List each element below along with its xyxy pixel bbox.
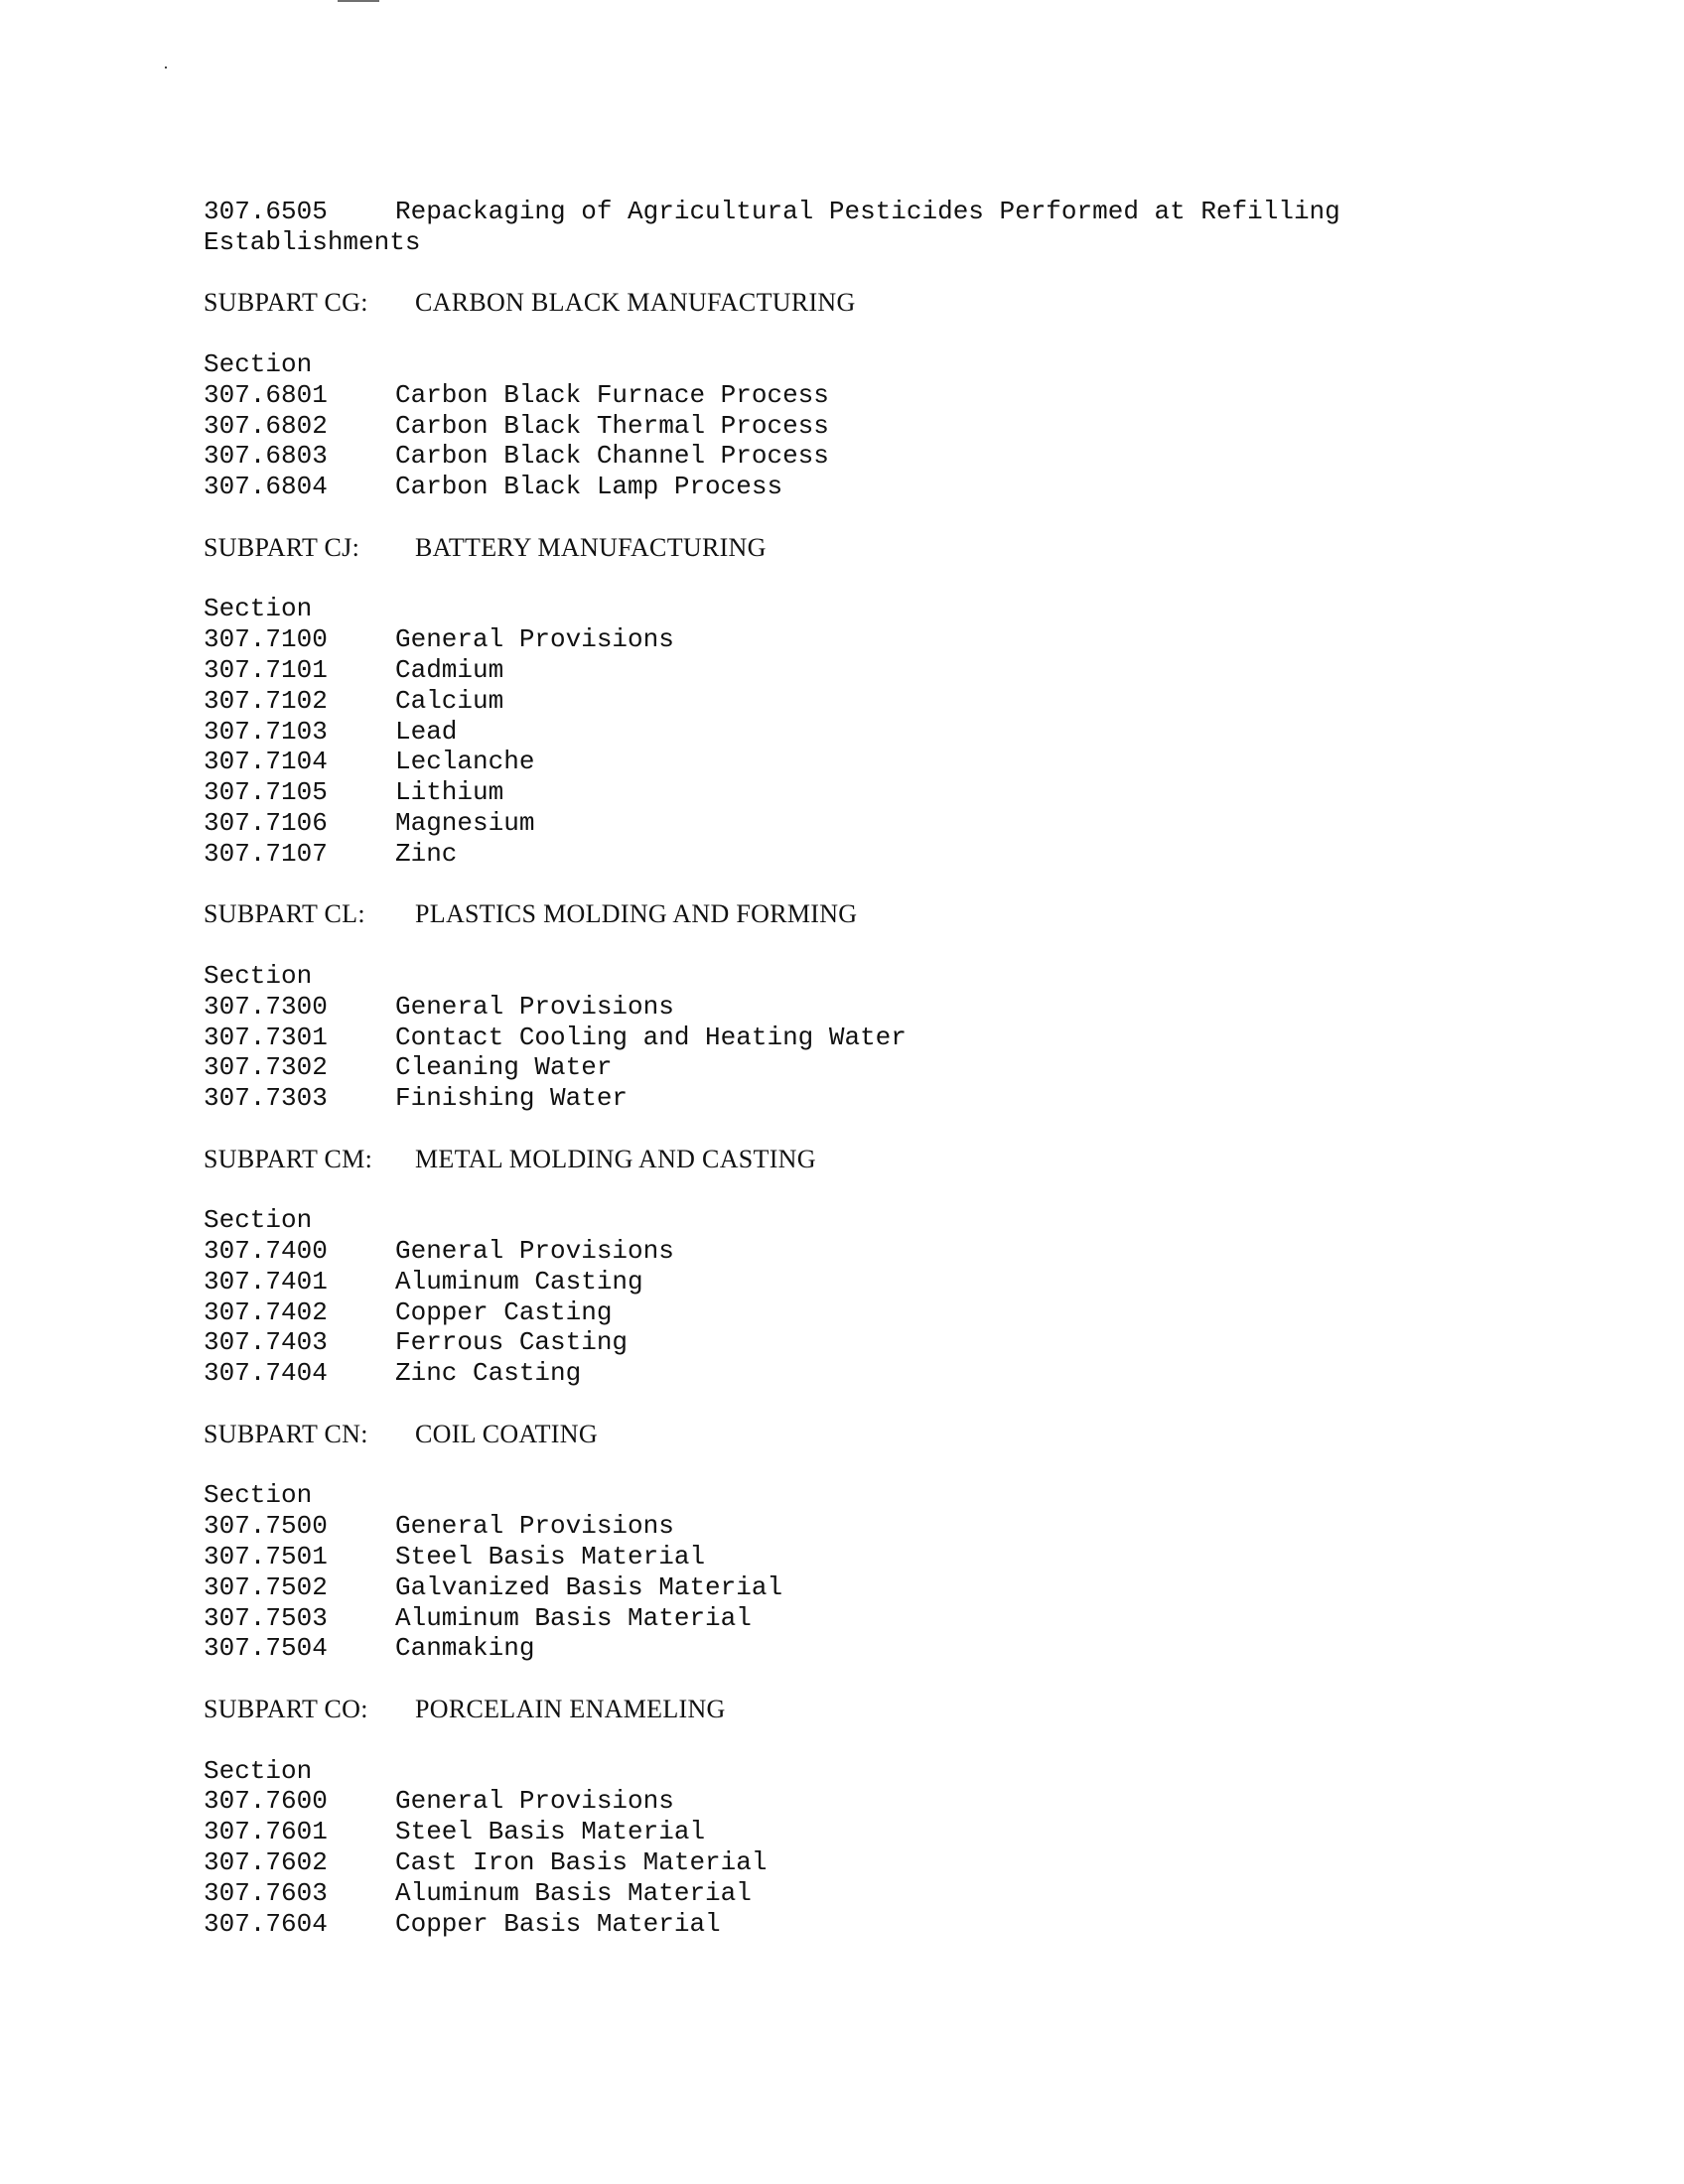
section-number: 307.7300 xyxy=(204,991,328,1022)
section-entry xyxy=(204,1083,1494,1114)
section-number: 307.7106 xyxy=(204,807,328,838)
subpart-heading xyxy=(204,899,1494,930)
section-entry xyxy=(204,1267,1494,1297)
section-number: 307.7105 xyxy=(204,777,328,808)
section-number: 307.7100 xyxy=(204,624,328,655)
section-title: Aluminum Basis Material xyxy=(395,1602,752,1633)
section-title: General Provisions xyxy=(395,1786,674,1817)
subpart-heading xyxy=(204,1420,1494,1450)
section-title: General Provisions xyxy=(395,624,674,655)
section-title: Zinc Casting xyxy=(395,1358,582,1389)
subpart-code: SUBPART CN: xyxy=(204,1419,368,1448)
section-title: Carbon Black Channel Process xyxy=(395,441,829,472)
section-number: 307.7102 xyxy=(204,685,328,716)
section-entry xyxy=(204,624,1494,655)
section-number: 307.7104 xyxy=(204,747,328,777)
section-entry xyxy=(204,808,1494,839)
section-number: 307.7600 xyxy=(204,1786,328,1817)
section-title: Aluminum Basis Material xyxy=(395,1877,752,1908)
subpart-title: PORCELAIN ENAMELING xyxy=(415,1695,726,1724)
section-title: General Provisions xyxy=(395,1236,674,1267)
subpart-title: CARBON BLACK MANUFACTURING xyxy=(415,288,856,318)
section-entry xyxy=(204,472,1494,502)
section-entry xyxy=(204,1327,1494,1358)
section-title: Cadmium xyxy=(395,654,504,685)
subpart-title: COIL COATING xyxy=(415,1419,598,1448)
section-entry xyxy=(204,1052,1494,1083)
subpart-heading xyxy=(204,1695,1494,1725)
subpart-block xyxy=(204,899,1494,1144)
section-number: 307.7604 xyxy=(204,1908,328,1939)
subpart-block xyxy=(204,1695,1494,1970)
subpart-code: SUBPART CG: xyxy=(204,288,368,318)
section-entry xyxy=(204,441,1494,472)
intro-section-entry xyxy=(204,197,1415,258)
section-title: Calcium xyxy=(395,685,504,716)
section-title: Finishing Water xyxy=(395,1083,629,1114)
section-title: General Provisions xyxy=(395,1511,674,1542)
section-number: 307.7401 xyxy=(204,1266,328,1297)
subpart-block xyxy=(204,288,1494,532)
section-entry xyxy=(204,655,1494,686)
section-title: Magnesium xyxy=(395,807,535,838)
section-title: Carbon Black Furnace Process xyxy=(395,379,829,410)
scan-artifact-dot xyxy=(165,67,167,68)
section-label: Section xyxy=(204,1205,313,1236)
section-number: 307.7601 xyxy=(204,1817,328,1847)
section-entry xyxy=(204,777,1494,808)
section-entry xyxy=(204,1603,1494,1634)
section-title: Carbon Black Lamp Process xyxy=(395,472,783,502)
section-number: 307.7503 xyxy=(204,1602,328,1633)
section-title: Copper Casting xyxy=(395,1297,613,1327)
section-title: Carbon Black Thermal Process xyxy=(395,410,829,441)
section-number: 307.7502 xyxy=(204,1571,328,1602)
section-title: Canmaking xyxy=(395,1633,535,1664)
section-title: Lead xyxy=(395,716,458,747)
section-title: Zinc xyxy=(395,838,458,869)
section-label: Section xyxy=(204,1480,313,1511)
section-title: Cast Iron Basis Material xyxy=(395,1847,768,1878)
section-number: 307.7400 xyxy=(204,1236,328,1267)
subpart-title: BATTERY MANUFACTURING xyxy=(415,532,767,562)
section-title: Lithium xyxy=(395,777,504,808)
scan-artifact-mark xyxy=(338,0,379,2)
section-entry xyxy=(204,1572,1494,1603)
section-number: 307.7402 xyxy=(204,1297,328,1327)
section-label: Section xyxy=(204,960,313,991)
subpart-heading xyxy=(204,1145,1494,1175)
section-title: Leclanche xyxy=(395,747,535,777)
section-number: 307.7107 xyxy=(204,838,328,869)
section-entry xyxy=(204,1878,1494,1909)
section-entry xyxy=(204,1817,1494,1847)
subpart-heading xyxy=(204,533,1494,564)
subpart-heading xyxy=(204,288,1494,319)
intro-section-title: Repackaging of Agricultural Pesticides Performed at Refilling Establishments xyxy=(204,197,1340,257)
section-number: 307.7504 xyxy=(204,1633,328,1664)
subpart-list xyxy=(204,288,1494,1970)
section-label: Section xyxy=(204,1755,313,1786)
section-entry xyxy=(204,1847,1494,1878)
section-title: Steel Basis Material xyxy=(395,1542,706,1572)
subpart-code: SUBPART CJ: xyxy=(204,532,360,562)
section-entry xyxy=(204,686,1494,717)
section-title: Copper Basis Material xyxy=(395,1908,721,1939)
intro-section-number: 307.6505 xyxy=(204,197,328,226)
section-title: Cleaning Water xyxy=(395,1052,613,1083)
section-number: 307.7404 xyxy=(204,1358,328,1389)
section-number: 307.7101 xyxy=(204,654,328,685)
section-entry xyxy=(204,1358,1494,1389)
section-title: Ferrous Casting xyxy=(395,1327,629,1358)
section-number: 307.6803 xyxy=(204,441,328,472)
section-entry xyxy=(204,1236,1494,1267)
section-entry xyxy=(204,747,1494,777)
section-entry xyxy=(204,1297,1494,1328)
section-title: General Provisions xyxy=(395,991,674,1022)
subpart-code: SUBPART CO: xyxy=(204,1695,368,1724)
section-number: 307.7301 xyxy=(204,1022,328,1052)
subpart-title: METAL MOLDING AND CASTING xyxy=(415,1144,816,1173)
section-entry xyxy=(204,992,1494,1023)
subpart-code: SUBPART CM: xyxy=(204,1144,373,1173)
section-number: 307.7602 xyxy=(204,1847,328,1878)
section-entry xyxy=(204,1542,1494,1572)
section-number: 307.7303 xyxy=(204,1083,328,1114)
section-title: Galvanized Basis Material xyxy=(395,1571,783,1602)
section-entry xyxy=(204,1023,1494,1053)
subpart-code: SUBPART CL: xyxy=(204,899,365,929)
section-entry xyxy=(204,1909,1494,1940)
section-entry xyxy=(204,1511,1494,1542)
subpart-block xyxy=(204,1145,1494,1420)
subpart-block xyxy=(204,533,1494,900)
section-label: Section xyxy=(204,348,313,379)
subpart-block xyxy=(204,1420,1494,1695)
subpart-title: PLASTICS MOLDING AND FORMING xyxy=(415,899,858,929)
section-title: Steel Basis Material xyxy=(395,1817,706,1847)
section-label: Section xyxy=(204,594,313,624)
section-title: Aluminum Casting xyxy=(395,1266,643,1297)
section-entry xyxy=(204,1633,1494,1664)
section-number: 307.6804 xyxy=(204,472,328,502)
section-number: 307.7103 xyxy=(204,716,328,747)
section-entry xyxy=(204,380,1494,411)
section-number: 307.7302 xyxy=(204,1052,328,1083)
section-entry xyxy=(204,717,1494,748)
section-number: 307.6802 xyxy=(204,410,328,441)
section-number: 307.7403 xyxy=(204,1327,328,1358)
section-entry xyxy=(204,1786,1494,1817)
section-entry xyxy=(204,411,1494,442)
section-entry xyxy=(204,839,1494,870)
section-title: Contact Cooling and Heating Water xyxy=(395,1022,907,1052)
document-content xyxy=(204,197,1494,1970)
section-number: 307.7603 xyxy=(204,1877,328,1908)
section-number: 307.7501 xyxy=(204,1542,328,1572)
section-number: 307.7500 xyxy=(204,1511,328,1542)
section-number: 307.6801 xyxy=(204,379,328,410)
